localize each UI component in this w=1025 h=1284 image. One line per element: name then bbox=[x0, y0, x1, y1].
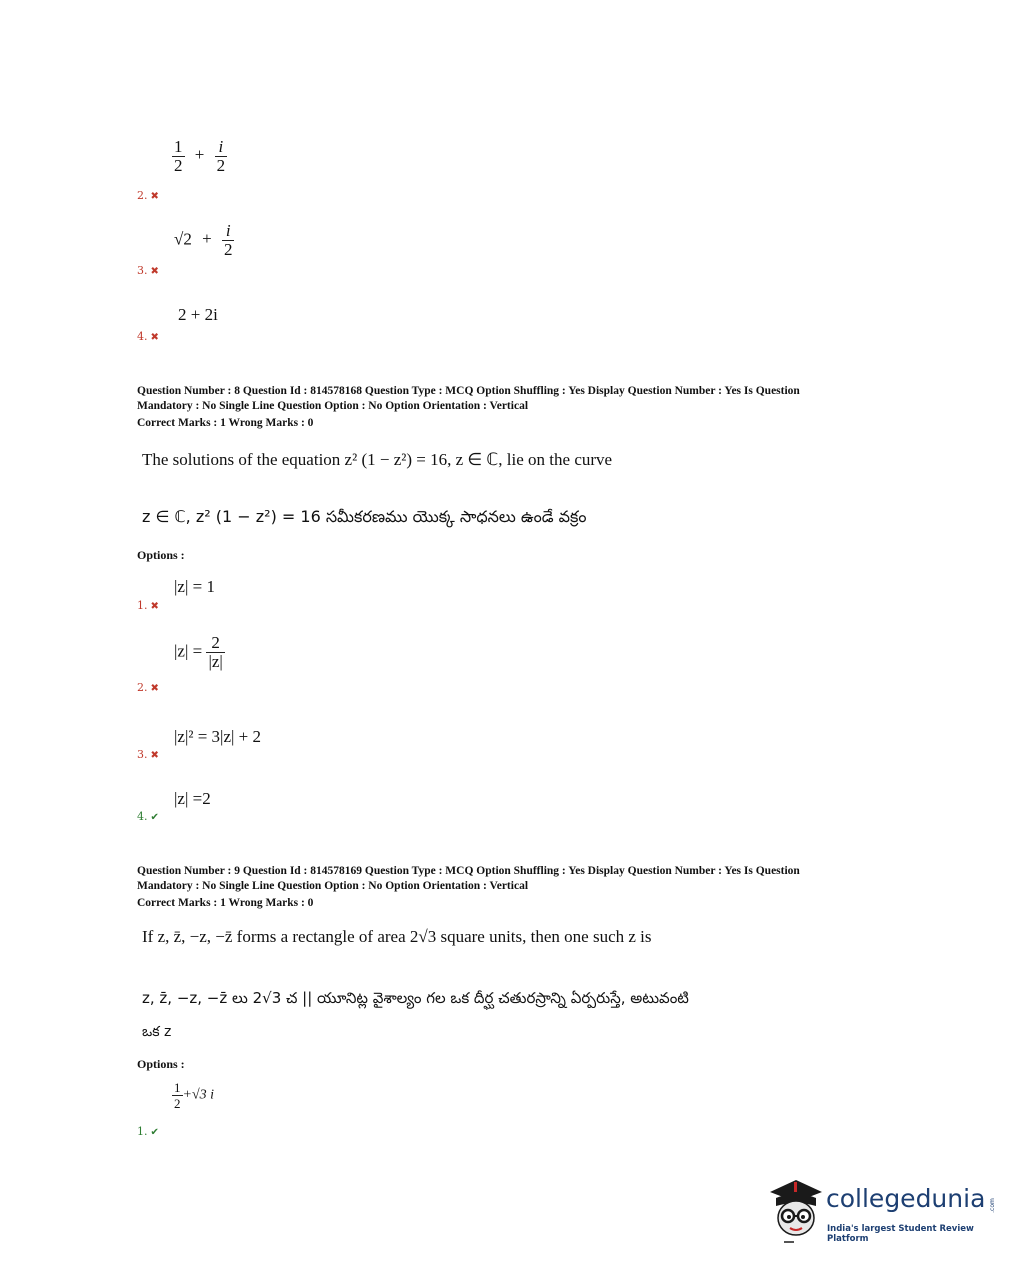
q8-option-3-expression: |z|² = 3|z| + 2 bbox=[174, 727, 261, 746]
prev-option-2-number: 2. ✖ bbox=[137, 189, 159, 202]
collegedunia-logo bbox=[766, 1176, 996, 1246]
q8-option-2-number: 2. ✖ bbox=[137, 681, 159, 694]
prev-option-4-expression: 2 + 2i bbox=[178, 305, 218, 324]
q8-options-label: Options : bbox=[137, 548, 185, 562]
q8-meta: Question Number : 8 Question Id : 814578168 Question Type : MCQ Option Shuffling : Yes Display Question Number : Yes Is Question Mandatory : No Single Line Question Option : No Option Orientation : Vertical Correct Marks : 1 Wrong Marks : 0 bbox=[137, 385, 800, 429]
cross-icon: ✖ bbox=[150, 191, 159, 202]
check-icon: ✔ bbox=[150, 812, 159, 823]
prev-option-3-expression: √2 + $\frac{i}{2}$ bbox=[174, 221, 233, 259]
q9-text-english: If z, z̄, −z, −z̄ forms a rectangle of area 2√3 square units, then one such z is bbox=[142, 927, 652, 946]
q9-meta: Question Number : 9 Question Id : 814578169 Question Type : MCQ Option Shuffling : Yes Display Question Number : Yes Is Question Mandatory : No Single Line Question Option : No Option Orientation : Vertical Correct Marks : 1 Wrong Marks : 0 bbox=[137, 865, 800, 909]
q9-option-1-number: 1. ✔ bbox=[137, 1125, 159, 1138]
q9-option-1-expression: $\frac{1}{2}$ +√3 i bbox=[174, 1080, 215, 1111]
prev-option-2-expression: $\frac{1}{2}$ + $\frac{i}{2}$ bbox=[174, 137, 226, 175]
q8-option-4-expression: |z| =2 bbox=[174, 789, 211, 808]
cross-icon: ✖ bbox=[150, 683, 159, 694]
q8-option-4-number: 4. ✔ bbox=[137, 810, 159, 823]
q8-option-1-expression: |z| = 1 bbox=[174, 577, 215, 596]
check-icon: ✔ bbox=[150, 1127, 159, 1138]
q9-options-label: Options : bbox=[137, 1057, 185, 1071]
q8-text-english: The solutions of the equation z² (1 − z²) = 16, z ∈ ℂ, lie on the curve bbox=[142, 450, 613, 469]
q8-option-2-expression: |z| = $\frac{2}{|z|}$ bbox=[174, 633, 223, 671]
q8-text-telugu: z ∈ ℂ, z² (1 − z²) = 16 సమీకరణము యొక్క సాధనలు ఉండే వక్రం bbox=[142, 507, 587, 526]
mascot-icon bbox=[766, 1176, 826, 1246]
q8-option-3-number: 3. ✖ bbox=[137, 748, 159, 761]
cross-icon: ✖ bbox=[150, 750, 159, 761]
logo-wordmark: collegedunia bbox=[826, 1184, 986, 1213]
logo-tagline: India's largest Student Review Platform bbox=[827, 1224, 974, 1244]
q9-text-telugu-line2: ఒక z bbox=[142, 1024, 172, 1040]
q8-option-1-number: 1. ✖ bbox=[137, 599, 159, 612]
cross-icon: ✖ bbox=[150, 266, 159, 277]
cross-icon: ✖ bbox=[150, 601, 159, 612]
cross-icon: ✖ bbox=[150, 332, 159, 343]
logo-suffix: .com bbox=[988, 1198, 996, 1213]
prev-option-3-number: 3. ✖ bbox=[137, 264, 159, 277]
q9-text-telugu-line1: z, z̄, −z, −z̄ లు 2√3 చ || యూనిట్ల వైశాల్యం గల ఒక దీర్ఘ చతురస్రాన్ని ఏర్పరుస్తే, అటువంటి bbox=[142, 989, 689, 1007]
prev-option-4-number: 4. ✖ bbox=[137, 330, 159, 343]
